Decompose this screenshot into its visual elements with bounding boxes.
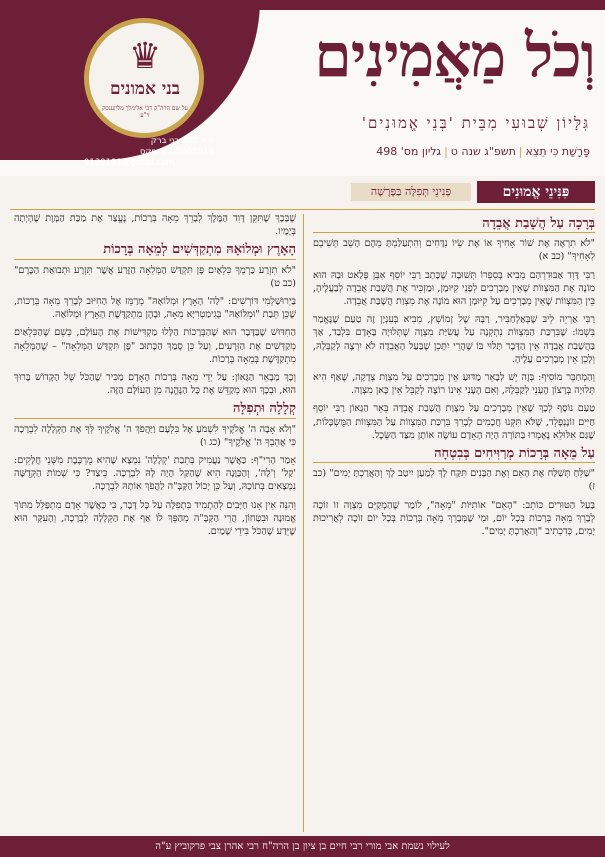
dedication-footer: לעילוי נשמת אבי מורי רבי חיים בן ציון בן הרה"ח רבי אהרן צבי פרקוביץ ע"ה	[0, 836, 605, 857]
title-text: וְכֹל מַאֲמִינִים	[314, 21, 595, 91]
article-paragraph: טַעַם נוֹסָף לְכָךְ שֶׁאֵין מְבָרְכִים עַל מִצְוַת הֲשָׁבַת אֲבֵדָה בֵּאֵר הַגָּאוֹן רַבִּי יוֹסֵף חַיִּים זוֹנֶנְפֶלְד, שֶׁלֹּא תִּקְּנוּ חֲכָמִים לְבָרֵךְ בִּרְכַּת הַמִּצְווֹת עַל הַמִּצְווֹת הַמֻּשְׂכָּלוֹת, שֶׁגַּם אִלּוּלֵא נֶאֶמְרוּ בַּתּוֹרָה הָיָה הָאָדָם עוֹשֶׂה אוֹתָן מִצַּד הַשֵּׂכֶל.	[313, 403, 595, 441]
crown-icon: ♛	[128, 36, 162, 77]
issue-year: תשפ"ג שנה ט	[450, 145, 516, 158]
contact-email[interactable]: 9139191@gmail.com	[84, 158, 175, 168]
logo-panel	[0, 0, 260, 168]
article-heading-blessing-lost-item: בְּרָכָה עַל הֲשָׁבַת אֲבֵדָה	[313, 217, 595, 233]
column-rule	[303, 214, 304, 832]
logo-circle	[84, 18, 204, 138]
parsha-name: פָּרָשַׁת כִּי תֵצֵא	[525, 145, 590, 158]
article-quote: "וְלֹא אָבָה ה' אֱלֹקֶיךָ לִשְׁמֹעַ אֶל בִּלְעָם וַיַּהֲפֹךְ ה' אֱלֹקֶיךָ לְּךָ אֶת הַקְּלָלָה לִבְרָכָה כִּי אֲהֵבְךָ ה' אֱלֹקֶיךָ" (כג ו)	[14, 423, 296, 448]
article-paragraph: וְהַמְחַבֵּר מוֹסִיף: בְּזֶה יֵשׁ לְבָאֵר מַדּוּעַ אֵין מְבָרְכִים עַל מִצְוַת צְדָקָה, שֶׁאַף הִיא תְּלוּיָה בְּרָצוֹן הֶעָנִי לְקַבְּלָהּ, וְאִם הֶעָנִי אֵינוֹ רוֹצֶה לְקַבֵּל אֵין כָּאן מִצְוָה.	[313, 372, 595, 397]
article-quote: "לֹא תִרְאֶה אֶת שׁוֹר אָחִיךָ אוֹ אֶת שֵׂיוֹ נִדָּחִים וְהִתְעַלַּמְתָּ מֵהֶם הָשֵׁב תְּשִׁיבֵם לְאָחִיךָ" (כב א)	[313, 238, 595, 263]
article-quote: "לֹא תִזְרַע כַּרְמְךָ כִּלְאָיִם פֶּן תִּקְדַּשׁ הַמְּלֵאָה הַזֶּרַע אֲשֶׁר תִּזְרָע וּתְבוּאַת הַכָּרֶם" (כב ט)	[14, 264, 296, 289]
article-paragraph: רַבִּי אַרְיֵה לֵיבּ שֶׁבְּאַלְחַבִּיר, רַבָּהּ שֶׁל זָמוֹשְׁץ, מֵבִיא בְּעִנְיָן זֶה טַעַם שֶׁנֶּאֱמַר בִּשְׁמוֹ: שֶׁבִּרְכַּת הַמִּצְווֹת נִתְקְנָה עַל עֲשִׂיַּת מִצְוָה שֶׁתְּלוּיָה בָּאָדָם בִּלְבַד, אַךְ בַּהֲשָׁבַת אֲבֵדָה אֵין הַדָּבָר תָּלוּי בּוֹ שֶׁהֲרֵי יִתָּכֵן שֶׁבַּעַל הָאֲבֵדָה לֹא יִרְצֶה לְקַבְּלָהּ, וְלָכֵן אֵין מְבָרְכִים עָלֶיהָ.	[313, 314, 595, 365]
issue-number: גליון מס' 498	[376, 145, 442, 158]
article-quote: "שַׁלֵּחַ תְּשַׁלַּח אֶת הָאֵם וְאֶת הַבָּנִים תִּקַּח לָךְ לְמַעַן יִיטַב לָךְ וְהַאֲרַכְתָּ יָמִים" (כב ז)	[313, 468, 595, 493]
left-column	[14, 212, 296, 543]
section-tab-main: פִּנִּינֵי אֱמוּנִים	[477, 181, 595, 203]
article-heading-hundred-blessings: עַל מֵאָה בְּרָכוֹת מְרַוִּיחִים בְּבִטְחָה	[313, 447, 595, 463]
contact-address: ת.ד 102 בני ברק	[150, 136, 214, 146]
article-paragraph: הַחִדּוּשׁ שֶׁבַּדָּבָר הוּא שֶׁהַבְּרָכוֹת הַלָּלוּ מַקְדִּישׁוֹת אֶת הָעוֹלָם, כְּשֵׁם שֶׁהַכִּלְאַיִם מְקַדְּשִׁים אֶת הַזְּרָעִים, וְעַל כֵּן סָמַךְ הַכָּתוּב "פֶּן תִּקְדַּשׁ הַמְּלֵאָה" – שֶׁהַמְּלֵאָה מִתְקַדֶּשֶׁת בְּמֵאָה בְּרָכוֹת.	[14, 327, 296, 365]
article-paragraph: וְכָךְ מְבָאֵר הַגָּאוֹן: עַל יְדֵי מֵאָה בְּרָכוֹת הָאָדָם מַכִּיר שֶׁהַכֹּל שֶׁל הַקָּדוֹשׁ בָּרוּךְ הוּא, וּבְכָךְ הוּא מְקַדֵּשׁ אֶת כָּל הַנֶּהֱנָה מִן הָעוֹלָם הַזֶּה.	[14, 372, 296, 397]
issue-line: פָּרָשַׁת כִּי תֵצֵא|תשפ"ג שנה ט|גליון מס' 498	[376, 145, 590, 158]
article-paragraph: אָמַר הָרִי"ף: כַּאֲשֶׁר נַעֲמִיק בְּתֵבַת 'קְלָלָה' נִמְצָא שֶׁהִיא מֻרְכֶּבֶת מִשְּׁנֵי חֲלָקִים: 'קַל' וְ'לָה', וְהַכַּוָּנָה הִיא שֶׁהַקַּל הָיָה לָהּ לִבְרָכָה. כֵּיצַד? כִּי שְׁמוֹת הַקְּדֻשָּׁה נִמְצָאִים בְּתוֹכָהּ, וְעַל כֵּן יָכוֹל הַקָּבָּ"ה לַהֲפֹךְ אוֹתָהּ לִבְרָכָה.	[14, 455, 296, 493]
section-tab-sub: פְּנִינֵי תְּפִלָּה בַּפָּרָשָׁה	[351, 183, 471, 201]
contact-info	[84, 136, 214, 169]
article-paragraph: בַּיְרוּשַׁלְמִי דּוֹרְשִׁים: "לַה' הָאָרֶץ וּמְלוֹאָהּ" מְרַמֵּז אֶל הַחִיּוּב לְבָרֵךְ מֵאָה בְּרָכוֹת, שֶׁכֵּן תֵּבַת "וּמְלוֹאָהּ" בְּגִימַטְרִיָּא מֵאָה, וּבָהֶן מִתְקַדֶּשֶׁת הָאָרֶץ וּמְלוֹאָהּ.	[14, 296, 296, 321]
logo-name: בני אמונים	[109, 79, 181, 99]
newsletter-title	[230, 22, 595, 102]
article-heading-earth-sanctified: הָאָרֶץ וּמְלוֹאָהּ מִתְקַדְּשִׁים לְמֵאָה בְּרָכוֹת	[14, 243, 296, 259]
logo-subtitle: על שם הרה"ק רבי אלימלך מליזענסק זי"ע	[102, 105, 188, 119]
newsletter-subtitle: גִּלָּיוֹן שְׁבוּעִי מִבֵּית 'בְּנֵי אֱמוּנִים'	[361, 114, 590, 132]
right-column	[313, 212, 595, 543]
article-paragraph: וְהִנֵּה אֵין אָנוּ חַיָּבִים לְהַתְמִיד בִּתְפִלָּה עַל כָּל דָּבָר, כִּי כַּאֲשֶׁר אָדָם מִתְפַּלֵּל מִתּוֹךְ אֱמוּנָה וּבִטָּחוֹן, הֲרֵי הַקָּבָּ"ה מְהַפֵּךְ לוֹ אַף אֶת הַקְּלָלָה לִבְרָכָה, וְהָעִקָּר הוּא שֶׁיֵּדַע שֶׁהַכֹּל בִּידֵי שָׁמַיִם.	[14, 499, 296, 538]
article-paragraph: שֶׁבָּכָךְ שֶׁתִּקֵּן דָּוִד הַמֶּלֶךְ לְבָרֵךְ מֵאָה בְּרָכוֹת, נֶעֱצַר אֶת מַכַּת הַמָּוֶת שֶׁהָיְתָה בְּיָמָיו.	[14, 213, 296, 238]
section-divider	[10, 209, 595, 210]
article-heading-curse-prayer: קְלָלָה וּתְפִלָּה	[14, 402, 296, 418]
article-paragraph: בַּעַל הַטּוּרִים כּוֹתֵב: "הָאֵם" אוֹתִיּוֹת "מֵאָה", לוֹמַר שֶׁהַמְקַיֵּם מִצְוָה זוֹ זוֹכֶה לְבָרֵךְ מֵאָה בְּרָכוֹת בְּכָל יוֹם, וּמִי שֶׁמְּבָרֵךְ מֵאָה בְּרָכוֹת בְּכָל יוֹם זוֹכֶה לְאֲרִיכוּת יָמִים, כְּדִכְתִיב "וְהַאֲרַכְתָּ יָמִים".	[313, 499, 595, 538]
masthead	[0, 0, 605, 176]
section-tabs	[300, 181, 595, 203]
article-paragraph: רַבִּי דָּוִד אַבּוּדִרְהַם מֵבִיא בְּסִפְרוֹ תְּשׁוּבָה שֶׁכָּתַב רַבִּי יוֹסֵף אִבְּן פְּלַאט וּבָהּ הוּא מוֹנֶה אֶת הַמִּצְווֹת שֶׁאֵין מְבָרְכִים לְפָנֵי קִיּוּמָן, וּמַזְכִּיר אֶת הֲשָׁבַת אֲבֵדָה לְבַעֲלֶיהָ, בֵּין הַמִּצְווֹת שֶׁאֵין מְבָרְכִים עַל קִיּוּמָן הוּא מוֹנֶה אֶת מִצְוַת הֲשָׁבַת אֲבֵדָה.	[313, 269, 595, 308]
contact-fax: 03-5065919 :פקס	[139, 147, 214, 157]
